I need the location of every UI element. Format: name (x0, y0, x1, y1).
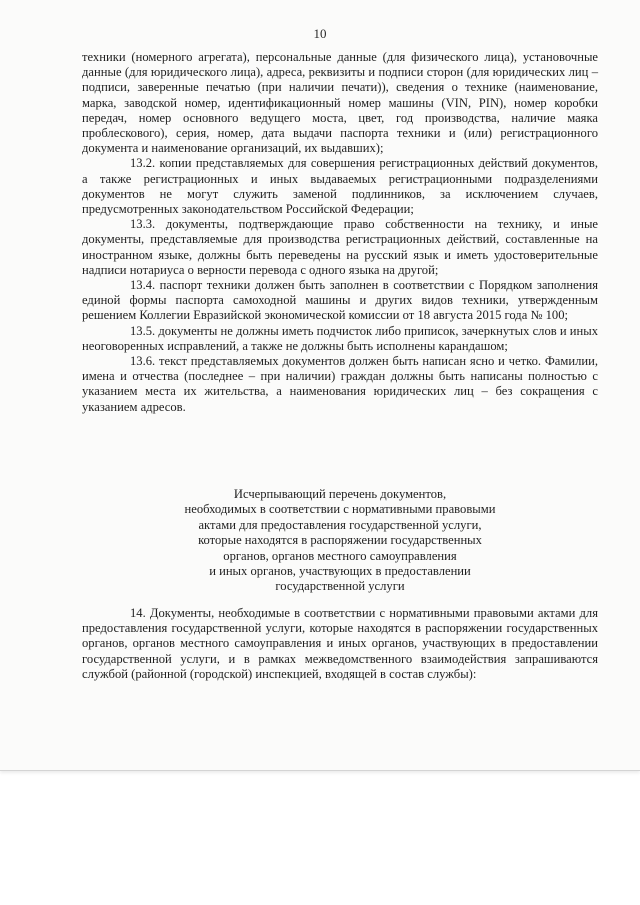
heading-line: государственной услуги (275, 579, 405, 594)
heading-line: органов, органов местного самоуправления (223, 548, 457, 563)
paragraph-13-5: 13.5. документы не должны иметь подчисток либо приписок, зачеркнутых слов и иных неоговоренных исправлений, а также не должны быть исполнены карандашом; (82, 323, 598, 353)
paragraph-continuation: техники (номерного агрегата), персональные данные (для физического лица), установочные данные (для юридического лица), адреса, реквизиты и подписи сторон (для юридических лиц – подписи, заверенные печатью (при наличии печати)), сведения о технике (наименование, марка, заводской номер, идентификационный номер машины (VIN, PIN), номер коробки передач, номер основного ведущего моста, цвет, год производства, наличие маяка проблескового), серия, номер, дата выдачи паспорта техники и (или) регистрационного документа и наименование организаций, их выдавших); (82, 50, 598, 156)
paragraph-14: 14. Документы, необходимые в соответствии с нормативными правовыми актами для предоставления государственной услуги, которые находятся в распоряжении государственных органов, органов местного самоуправления и иных органов, участвующих в предоставлении государственной услуги, и в рамках межведомственного взаимодействия запрашиваются службой (районной (городской) инспекцией, входящей в состав службы): (82, 606, 598, 681)
text-block-top (82, 50, 598, 415)
section-heading (82, 487, 598, 595)
paragraph-13-6: 13.6. текст представляемых документов должен быть написан ясно и четко. Фамилии, имена и отчества (последнее – при наличии) граждан должны быть написаны полностью с указанием места их жительства, а наименования юридических лиц – без сокращения с указанием адресов. (82, 354, 598, 414)
paragraph-13-3: 13.3. документы, подтверждающие право собственности на технику, и иные документы, представляемые для производства регистрационных действий, составленные на иностранном языке, должны быть переведены на русский язык и иметь удостоверительные надписи нотариуса о верности перевода с одного языка на другой; (82, 217, 598, 277)
heading-line: актами для предоставления государственной услуги, (198, 517, 482, 532)
heading-line: Исчерпывающий перечень документов, (233, 487, 447, 501)
text-block-bottom (82, 606, 598, 682)
paragraph-13-4: 13.4. паспорт техники должен быть заполнен в соответствии с Порядком заполнения единой формы паспорта самоходной машины и других видов техники, утвержденным решением Коллегии Евразийской экономической комиссии от 18 августа 2015 года № 100; (82, 278, 598, 323)
paragraph-13-2: 13.2. копии представляемых для совершения регистрационных действий документов, а также регистрационных и иных выдаваемых регистрационными подразделениями документов не могут служить заменой подлинников, за исключением случаев, предусмотренных законодательством Российской Федерации; (82, 156, 598, 217)
page-number: 10 (313, 26, 327, 41)
heading-line: которые находятся в распоряжении государственных (198, 533, 482, 548)
heading-line: и иных органов, участвующих в предоставлении (209, 564, 471, 579)
heading-line: необходимых в соответствии с нормативными правовыми (184, 502, 496, 517)
